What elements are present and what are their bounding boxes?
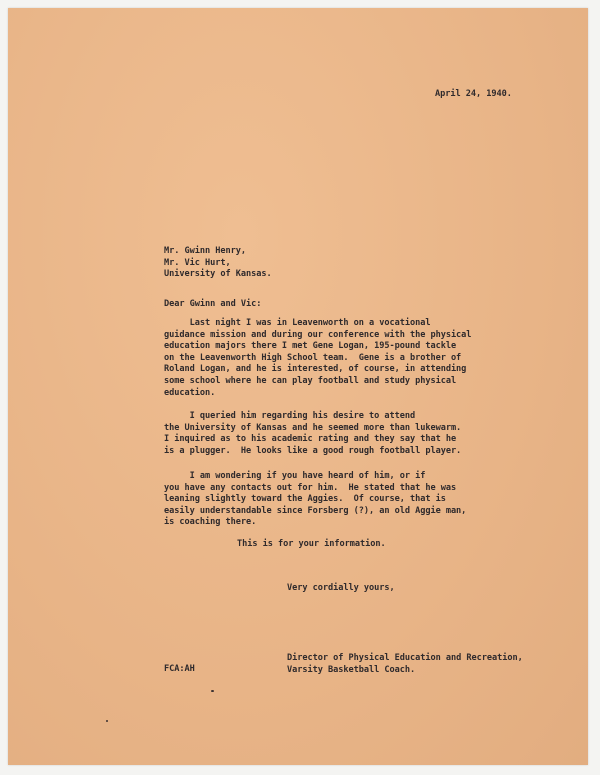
recipient-address xyxy=(164,246,272,281)
reference-initials: FCA:AH xyxy=(164,664,195,674)
recipient-line: Mr. Gwinn Henry, xyxy=(164,246,246,256)
recipient-line: University of Kansas. xyxy=(164,269,272,280)
complimentary-close: Very cordially yours, xyxy=(287,583,395,593)
letter-date: April 24, 1940. xyxy=(435,89,512,99)
salutation: Dear Gwinn and Vic: xyxy=(164,299,262,309)
ink-speck xyxy=(106,720,108,722)
recipient-line: Mr. Vic Hurt, xyxy=(164,257,231,268)
body-paragraph: I queried him regarding his desire to attend the University of Kansas and he seemed more than lukewarm. I inquired as to his academic rating and they say that he is a plugger. He looks like a good rough football player. xyxy=(164,411,462,456)
signature-block xyxy=(287,653,523,676)
body-paragraph: Last night I was in Leavenworth on a vocational guidance mission and during our conference with the physical education majors there I met Gene Logan, 195-pound tackle on the Leavenworth High School team. Gene is a brother of Roland Logan, and he is interested, of course, in attending some school where he can play football and study physical education. xyxy=(164,318,472,398)
body-paragraph: I am wondering if you have heard of him, or if you have any contacts out for him. He stated that he was leaning slightly toward the Aggies. Of course, that is easily understandable since Forsberg (?), an old Aggie man, is coaching there. xyxy=(164,471,467,528)
ink-speck xyxy=(211,690,214,692)
signature-title: Director of Physical Education and Recreation, xyxy=(287,653,523,663)
body-paragraph: This is for your information. xyxy=(237,539,386,549)
signature-title: Varsity Basketball Coach. xyxy=(287,664,416,675)
letter-page xyxy=(8,8,588,765)
